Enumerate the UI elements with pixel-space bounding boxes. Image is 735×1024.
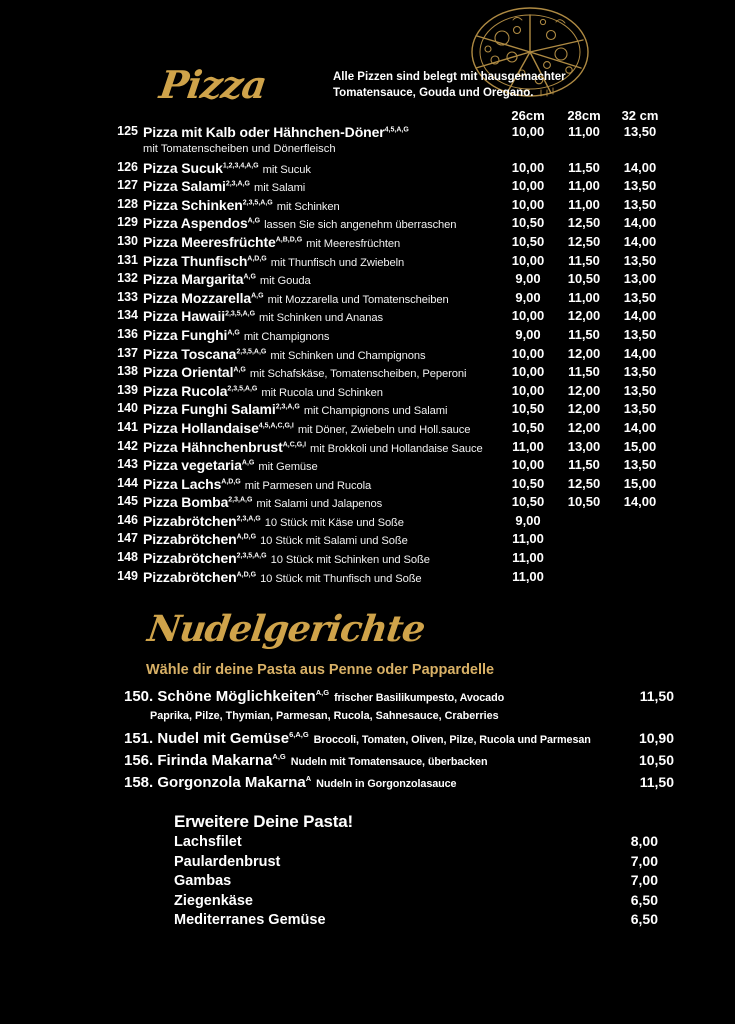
price-size-1: 9,00 <box>515 326 541 342</box>
extra-price: 8,00 <box>630 833 658 849</box>
price-size-3: 13,50 <box>623 326 657 342</box>
price-size-3: 14,00 <box>623 159 657 175</box>
price-size-3: 14,00 <box>623 233 657 249</box>
item-description: mit Döner, Zwiebeln und Holl.sauce <box>297 423 471 436</box>
item-name: Pizza Rucola$^{2,3,5,A,G}$ mit Rucola und Schinken <box>143 382 383 399</box>
item-prices <box>500 308 668 323</box>
table-row <box>112 476 672 495</box>
price-size-3: 15,00 <box>623 438 657 454</box>
extras-title: Erweitere Deine Pasta! <box>174 812 353 831</box>
table-row <box>112 271 672 290</box>
price-size-2: 12,00 <box>567 308 601 324</box>
price-size-3 <box>612 531 668 546</box>
list-item <box>124 730 676 752</box>
price-size-1: 11,00 <box>512 531 544 547</box>
item-number: 125 <box>117 124 138 138</box>
table-row <box>112 420 672 439</box>
item-number: 132 <box>117 271 138 286</box>
price-size-3: 13,50 <box>623 382 657 398</box>
item-description: mit Schinken und Ananas <box>259 312 383 325</box>
item-name: Pizza Lachs$^{A,D,G}$ mit Parmesen und Rucola <box>143 475 372 492</box>
price-size-1: 10,50 <box>511 215 545 231</box>
price-size-1: 10,00 <box>511 345 545 361</box>
allergen-superscript: 6,A,G <box>289 730 309 739</box>
item-prices <box>500 383 668 398</box>
price-size-3: 13,50 <box>623 289 657 305</box>
list-item <box>124 688 676 710</box>
item-name: Pizza Schinken$^{2,3,5,A,G}$ mit Schinken <box>143 196 340 213</box>
allergen-superscript: A,D,G <box>236 533 257 541</box>
item-prices <box>500 160 668 175</box>
pasta-item-description: Nudeln in Gorgonzolasauce <box>316 778 457 790</box>
price-size-1: 10,00 <box>511 308 545 324</box>
item-name: Pizza Aspendos$^{A,G}$ lassen Sie sich angenehm überraschen <box>143 215 457 232</box>
pasta-item-price: 11,50 <box>639 688 674 704</box>
item-prices <box>500 346 668 361</box>
item-number: 142 <box>117 438 138 453</box>
pasta-item-name: 156. Firinda Makarna$^{A,G}$ Nudeln mit Tomatensauce, überbacken <box>124 752 488 769</box>
allergen-superscript: 2,3,5,A,G <box>242 199 273 207</box>
price-size-2: 11,00 <box>568 178 600 194</box>
item-number: 138 <box>117 364 138 379</box>
item-description: lassen Sie sich angenehm überraschen <box>264 219 457 232</box>
item-prices <box>500 420 668 435</box>
price-size-1: 10,00 <box>511 364 545 380</box>
item-name: Pizza Salami$^{2,3,A,G}$ mit Salami <box>143 178 306 195</box>
price-size-3 <box>612 513 668 528</box>
price-size-2 <box>556 513 612 528</box>
allergen-superscript: 2,3,A,G <box>225 180 250 188</box>
item-number: 145 <box>117 494 138 509</box>
price-size-1: 10,50 <box>511 475 545 491</box>
item-prices <box>500 197 668 212</box>
price-size-2: 11,00 <box>568 196 600 212</box>
item-number: 146 <box>117 512 138 527</box>
allergen-superscript: A,G <box>247 217 261 225</box>
table-row <box>112 253 672 272</box>
price-size-1: 10,00 <box>511 382 545 398</box>
table-row <box>112 383 672 402</box>
item-name: Pizza Meeresfrüchte$^{A,B,D,G}$ mit Meeresfrüchten <box>143 233 401 250</box>
price-size-1: 9,00 <box>515 512 541 528</box>
price-size-2: 11,50 <box>568 159 600 175</box>
table-row <box>112 401 672 420</box>
item-prices <box>500 253 668 268</box>
item-number: 130 <box>117 233 138 248</box>
allergen-superscript: 2,3,A,G <box>236 515 261 523</box>
item-description: mit Mozzarella und Tomatenscheiben <box>267 293 449 306</box>
allergen-superscript: A,D,G <box>221 478 241 486</box>
table-row <box>112 178 672 197</box>
item-name: Pizzabrötchen$^{2,3,A,G}$ 10 Stück mit Käse und Soße <box>143 512 404 529</box>
price-size-3: 13,50 <box>623 401 657 417</box>
table-row <box>112 234 672 253</box>
allergen-superscript: 2,3,5,A,G <box>236 347 267 355</box>
table-row <box>112 124 672 143</box>
list-item <box>124 752 676 774</box>
item-number: 137 <box>117 345 138 360</box>
price-size-3: 13,50 <box>623 124 657 139</box>
price-size-3: 14,00 <box>623 308 657 324</box>
price-size-3: 13,50 <box>623 178 657 194</box>
price-size-2: 11,50 <box>568 252 600 268</box>
price-size-1: 10,00 <box>511 178 545 194</box>
allergen-superscript: 4,5,A,C,G,I <box>258 422 294 430</box>
price-size-2 <box>556 550 612 565</box>
item-number: 134 <box>117 308 138 323</box>
price-size-2 <box>556 569 612 584</box>
item-name: Pizza Sucuk$^{1,2,3,4,A,G}$ mit Sucuk <box>143 159 311 176</box>
allergen-superscript: A,G <box>227 329 240 337</box>
pasta-item-price: 11,50 <box>639 774 674 790</box>
allergen-superscript: A,G <box>272 752 286 761</box>
allergen-superscript: 2,3,5,A,G <box>225 310 256 318</box>
item-number: 141 <box>117 419 138 434</box>
price-size-2: 11,50 <box>568 326 600 342</box>
table-row <box>112 327 672 346</box>
price-size-1: 10,00 <box>511 159 545 175</box>
item-number: 131 <box>117 252 138 267</box>
list-item <box>174 911 658 931</box>
list-item <box>174 853 658 873</box>
item-prices <box>500 234 668 249</box>
item-prices <box>500 550 668 565</box>
price-size-1: 10,50 <box>511 494 545 510</box>
price-size-3: 13,50 <box>623 457 657 473</box>
item-name: Pizzabrötchen$^{2,3,5,A,G}$ 10 Stück mit Schinken und Soße <box>143 550 430 567</box>
pasta-item-description: frischer Basilikumpesto, Avocado <box>334 692 505 704</box>
table-row <box>112 531 672 550</box>
table-row <box>112 308 672 327</box>
item-prices <box>500 569 668 584</box>
price-size-3: 13,50 <box>623 196 657 212</box>
size-header-row <box>500 108 668 123</box>
pasta-item-name: 158. Gorgonzola Makarna$^A$ Nudeln in Gorgonzolasauce <box>124 774 457 791</box>
price-size-2: 12,50 <box>567 233 601 249</box>
item-number: 143 <box>117 457 138 472</box>
item-prices <box>500 531 668 546</box>
extras-item-list <box>174 833 658 931</box>
extras-section <box>174 812 658 931</box>
allergen-superscript: A,G <box>241 459 255 467</box>
pasta-item-price: 10,50 <box>638 752 674 768</box>
price-size-1: 10,00 <box>511 457 545 473</box>
price-size-2: 12,00 <box>567 382 601 398</box>
price-size-1: 10,00 <box>511 196 545 212</box>
price-size-2: 12,50 <box>567 475 601 491</box>
pizza-item-list <box>112 124 672 587</box>
item-prices <box>500 271 668 286</box>
allergen-superscript: A,G <box>315 688 330 697</box>
item-description: mit Parmesen und Rucola <box>244 479 372 492</box>
item-number: 129 <box>117 215 138 230</box>
allergen-superscript: 2,3,5,A,G <box>236 552 267 560</box>
item-prices <box>500 327 668 342</box>
price-size-2: 12,00 <box>567 401 601 417</box>
list-item <box>124 774 676 796</box>
table-row <box>112 457 672 476</box>
price-size-2: 10,50 <box>567 494 601 510</box>
item-number: 126 <box>117 159 138 174</box>
item-prices <box>500 494 668 509</box>
extra-name: Lachsfilet <box>174 834 242 850</box>
price-size-3 <box>612 569 668 584</box>
item-prices <box>500 124 668 139</box>
item-prices <box>500 364 668 379</box>
price-size-3: 14,00 <box>623 215 657 231</box>
price-size-2: 12,00 <box>567 345 601 361</box>
table-row <box>112 550 672 569</box>
item-number: 136 <box>117 326 138 341</box>
price-size-2: 10,50 <box>567 271 601 287</box>
item-description: mit Champignons <box>243 330 330 343</box>
pasta-item-name: 151. Nudel mit Gemüse$^{6,A,G}$ Broccoli, Tomaten, Oliven, Pilze, Rucola und Parmesan <box>124 730 591 747</box>
price-size-1: 11,00 <box>512 438 544 454</box>
item-prices <box>500 178 668 193</box>
list-item <box>174 872 658 892</box>
item-name: Pizza Toscana$^{2,3,5,A,G}$ mit Schinken und Champignons <box>143 345 426 362</box>
table-row <box>112 215 672 234</box>
price-size-2: 12,50 <box>567 215 601 231</box>
item-name: Pizza Mozzarella$^{A,G}$ mit Mozzarella und Tomatenscheiben <box>143 289 449 306</box>
price-size-2: 13,00 <box>567 438 601 454</box>
item-prices <box>500 401 668 416</box>
price-size-3: 15,00 <box>623 475 657 491</box>
price-size-1: 9,00 <box>515 289 541 305</box>
price-size-2: 11,00 <box>568 289 600 305</box>
item-prices <box>500 290 668 305</box>
size-header-32: 32 cm <box>621 108 659 123</box>
item-prices <box>500 439 668 454</box>
item-name: Pizza Hawaii$^{2,3,5,A,G}$ mit Schinken und Ananas <box>143 308 383 325</box>
pasta-item-description: Nudeln mit Tomatensauce, überbacken <box>290 756 488 768</box>
table-row <box>112 569 672 588</box>
price-size-3: 14,00 <box>623 345 657 361</box>
item-name: Pizza Margarita$^{A,G}$ mit Gouda <box>143 271 311 288</box>
price-size-3 <box>612 550 668 565</box>
pasta-item-list <box>124 688 676 796</box>
price-size-1: 10,00 <box>511 252 545 268</box>
list-item <box>174 892 658 912</box>
price-size-3: 13,50 <box>623 252 657 268</box>
allergen-superscript: A,G <box>251 292 264 300</box>
item-description: mit Meeresfrüchten <box>306 237 401 250</box>
item-prices <box>500 457 668 472</box>
item-number: 139 <box>117 382 138 397</box>
item-description: mit Sucuk <box>262 163 311 176</box>
pasta-item-description: Broccoli, Tomaten, Oliven, Pilze, Rucola und Parmesan <box>313 734 591 746</box>
price-size-1: 11,00 <box>512 550 544 566</box>
pasta-item-note: Paprika, Pilze, Thymian, Parmesan, Rucola, Sahnesauce, Craberries <box>150 710 499 722</box>
table-row <box>112 364 672 383</box>
price-size-1: 10,50 <box>511 419 545 435</box>
item-name: Pizzabrötchen$^{A,D,G}$ 10 Stück mit Salami und Soße <box>143 531 408 548</box>
extra-name: Paulardenbrust <box>174 853 281 870</box>
pasta-item-price: 10,90 <box>638 730 674 746</box>
table-row <box>112 513 672 532</box>
extra-price: 7,00 <box>630 872 658 888</box>
allergen-superscript: 4,5,A,G <box>384 126 409 134</box>
pasta-section-title: Nudelgerichte <box>145 608 428 650</box>
table-row <box>112 197 672 216</box>
extra-name: Mediterranes Gemüse <box>174 912 326 928</box>
item-number: 144 <box>117 475 138 490</box>
price-size-1: 10,50 <box>511 233 545 249</box>
item-name: Pizza Funghi Salami$^{2,3,A,G}$ mit Champignons und Salami <box>143 401 448 418</box>
extra-price: 7,00 <box>630 852 658 869</box>
allergen-superscript: A,G <box>233 366 246 374</box>
item-name: Pizzabrötchen$^{A,D,G}$ 10 Stück mit Thunfisch und Soße <box>143 568 422 585</box>
item-name: Pizza Thunfisch$^{A,D,G}$ mit Thunfisch und Zwiebeln <box>143 252 405 269</box>
item-number: 140 <box>117 401 138 416</box>
item-name: Pizza vegetaria$^{A,G}$ mit Gemüse <box>143 457 318 474</box>
item-description: 10 Stück mit Käse und Soße <box>264 516 404 529</box>
item-name: Pizza Funghi$^{A,G}$ mit Champignons <box>143 326 330 343</box>
price-size-2: 11,00 <box>568 124 600 139</box>
allergen-superscript: 2,3,5,A,G <box>227 385 258 393</box>
allergen-superscript: A,G <box>243 273 256 281</box>
item-number: 147 <box>117 531 138 546</box>
pasta-section-subtitle: Wähle dir deine Pasta aus Penne oder Pappardelle <box>146 662 495 678</box>
price-size-3: 13,50 <box>623 364 657 380</box>
item-description: 10 Stück mit Salami und Soße <box>260 535 408 548</box>
size-header-26: 26cm <box>511 108 545 123</box>
size-header-28: 28cm <box>567 108 601 123</box>
item-name: Pizza Hollandaise$^{4,5,A,C,G,I}$ mit Döner, Zwiebeln und Holl.sauce <box>143 419 471 436</box>
extra-name: Ziegenkäse <box>174 892 253 909</box>
pizza-section-title: Pizza <box>156 62 269 107</box>
item-number: 133 <box>117 289 138 304</box>
price-size-3: 14,00 <box>623 494 657 510</box>
item-number: 127 <box>117 178 138 193</box>
price-size-1: 9,00 <box>515 271 541 287</box>
table-row <box>112 439 672 458</box>
table-row <box>112 160 672 179</box>
item-description: mit Schinken <box>276 200 340 213</box>
extra-price: 6,50 <box>630 891 658 908</box>
item-name: Pizza Hähnchenbrust$^{A,C,G,I}$ mit Brokkoli und Hollandaise Sauce <box>143 438 483 455</box>
allergen-superscript: 2,3,A,G <box>228 496 253 504</box>
item-number: 148 <box>117 550 138 565</box>
item-description: mit Schafskäse, Tomatenscheiben, Peperoni <box>249 368 467 381</box>
item-description: mit Gemüse <box>258 461 318 474</box>
extra-name: Gambas <box>174 873 232 889</box>
allergen-superscript: A,B,D,G <box>275 236 303 244</box>
item-description: mit Salami und Jalapenos <box>256 498 383 511</box>
item-number: 128 <box>117 196 138 211</box>
item-prices <box>500 513 668 528</box>
item-description: 10 Stück mit Schinken und Soße <box>270 554 430 567</box>
price-size-1: 10,00 <box>511 124 545 139</box>
pasta-item-name: 150. Schöne Möglichkeiten$^{A,G}$ frischer Basilikumpesto, Avocado <box>124 688 505 705</box>
extra-price: 6,50 <box>630 911 658 927</box>
list-item <box>174 833 658 853</box>
table-row <box>112 346 672 365</box>
table-row <box>112 290 672 309</box>
item-description: mit Champignons und Salami <box>303 405 448 418</box>
item-name: Pizza Bomba$^{2,3,A,G}$ mit Salami und Jalapenos <box>143 494 383 511</box>
item-description: mit Schinken und Champignons <box>270 349 426 362</box>
allergen-superscript: 2,3,A,G <box>275 403 300 411</box>
item-description: mit Thunfisch und Zwiebeln <box>270 256 405 269</box>
item-number: 149 <box>117 568 138 583</box>
item-subdescription: mit Tomatenscheiben und Dönerfleisch <box>143 142 336 155</box>
pizza-intro-note: Alle Pizzen sind belegt mit hausgemachter Tomatensauce, Gouda und Oregano. <box>333 71 566 99</box>
price-size-3: 14,00 <box>623 419 657 435</box>
price-size-1: 10,50 <box>511 401 545 417</box>
item-prices <box>500 476 668 491</box>
allergen-superscript: A,C,G,I <box>282 440 307 448</box>
allergen-superscript: A,D,G <box>247 254 267 262</box>
item-description: mit Salami <box>253 182 306 195</box>
item-description: 10 Stück mit Thunfisch und Soße <box>260 572 422 585</box>
allergen-superscript: A <box>305 774 312 783</box>
item-name: Pizza Oriental$^{A,G}$ mit Schafskäse, Tomatenscheiben, Peperoni <box>143 364 467 381</box>
price-size-2: 11,50 <box>568 457 600 473</box>
price-size-2 <box>556 531 612 546</box>
price-size-2: 12,00 <box>567 419 601 435</box>
item-description: mit Brokkoli und Hollandaise Sauce <box>310 442 483 455</box>
item-description: mit Gouda <box>259 275 311 288</box>
item-prices <box>500 215 668 230</box>
allergen-superscript: A,D,G <box>236 571 257 578</box>
table-row <box>112 494 672 513</box>
item-description: mit Rucola und Schinken <box>261 386 383 399</box>
item-name: Pizza mit Kalb oder Hähnchen-Döner$^{4,5,A,G}$ <box>143 124 409 140</box>
price-size-2: 11,50 <box>568 364 600 380</box>
allergen-superscript: 1,2,3,4,A,G <box>222 161 259 169</box>
price-size-3: 13,00 <box>623 271 657 287</box>
price-size-1: 11,00 <box>512 568 544 584</box>
